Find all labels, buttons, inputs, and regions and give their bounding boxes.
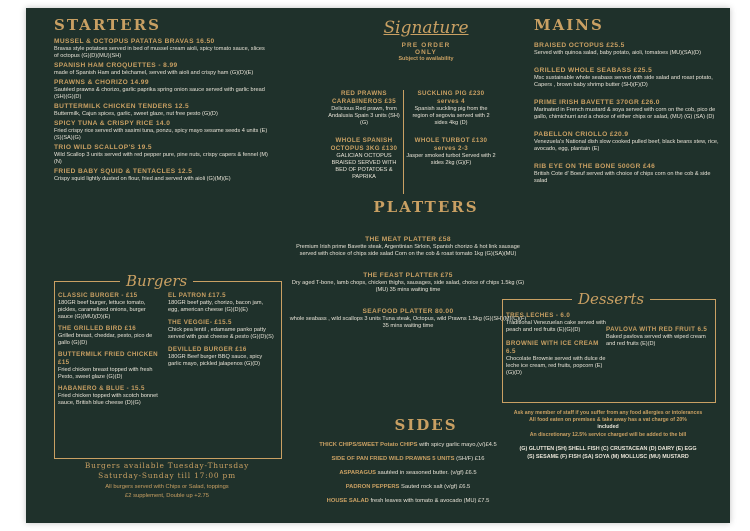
item-description: made of Spanish Ham and béchamel, served with aioli and crispy ham (G)(D)(E) [54, 70, 254, 76]
mains-section [534, 16, 722, 195]
starter-item [54, 79, 268, 101]
starter-item [54, 144, 268, 166]
item-title: PRIME IRISH BAVETTE 370GR £26.0 [534, 99, 660, 106]
starters-section [54, 16, 268, 185]
item-title: THE GRILLED BIRD £16 [58, 325, 137, 332]
platter-item [288, 272, 528, 294]
vat-note: All food eaten on premises & take away has a vat charge of 20% [529, 417, 687, 423]
item-description: Fried chicken breast topped with fresh Pesto, sweet glaze (G)(D) [58, 367, 153, 380]
desserts-right-list [606, 326, 710, 350]
item-description: Venezuela's National dish slow cooked pulled beef, black beans stew, rice, avocado, egg, plantain (E) [534, 139, 719, 152]
service-note: An discretionary 12.5% service charged will be added to the bill [529, 432, 687, 438]
item-title: BROWNIE WITH ICE CREAM 6.5 [506, 340, 599, 355]
subject-label: Subject to availability [398, 56, 454, 62]
side-name: HOUSE SALAD [326, 498, 369, 504]
item-description: Buttermilk, Cajun spices, garlic, sweet glaze, nut free pesto (G)(D) [54, 111, 218, 117]
item-description: Chocolate Brownie served with dulce de leche ice cream, red fruits, popcorn (E)(G)(D) [506, 356, 606, 376]
item-title: PAVLOVA WITH RED FRUIT 6.5 [606, 326, 708, 333]
starter-item [54, 168, 268, 183]
allergen-legend-2: (S) SESAME (F) FISH (SA) SOYA (M) MOLLUSC (MU) MUSTARD [527, 454, 689, 460]
item-title: HABANERO & BLUE - 15.5 [58, 385, 145, 392]
item-description: Fried chicken topped with scotch bonnet sauce, British blue cheese (D)(G) [58, 393, 158, 406]
burger-item [168, 319, 274, 341]
item-description: Wild Scallop 3 units served with red pepper pure, pine nuts, crispy capers & fennel (M)(N) [54, 152, 268, 165]
item-title: RED PRAWNS CARABINEROS £35 [331, 90, 397, 105]
signature-item [406, 137, 496, 167]
platters-heading: PLATTERS [373, 198, 479, 216]
side-item [288, 466, 528, 480]
item-title: MUSSEL & OCTOPUS PATATAS BRAVAS 16.50 [54, 38, 215, 45]
side-description: with spicy garlic mayo,(v/)£4.5 [417, 442, 497, 448]
starter-item [54, 103, 268, 118]
side-description: sautéed in seasoned butter. (v/gf) £6.5 [376, 470, 477, 476]
burgers-avail-weekday: Burgers available Tuesday-Thursday [84, 461, 250, 470]
item-description: Jasper smoked turbot Served with 2 sides 2kg (G)(F) [406, 153, 496, 166]
signature-section [326, 18, 526, 62]
only-label: ONLY [415, 49, 437, 56]
burgers-note-2: £2 supplement, Double up +2.75 [125, 493, 209, 499]
signature-item [326, 90, 402, 127]
signature-divider [403, 90, 404, 194]
item-title: EL PATRON £17.5 [168, 292, 226, 299]
item-description: 180GR beef burger, lettuce tomato, pickles, caramelized onions, burger sauce (G)(MU)(D)(E) [58, 300, 146, 320]
item-title: SEAFOOD PLATTER 80.00 [362, 308, 454, 315]
side-item [288, 480, 528, 494]
main-item [534, 67, 722, 89]
footer-section [508, 410, 708, 461]
side-description: (SH/F) £16 [454, 456, 485, 462]
burgers-avail-weekend: Saturday-Sunday till 17:00 pm [98, 471, 236, 480]
item-title: BRAISED OCTOPUS £25.5 [534, 42, 625, 49]
item-title: DEVILLED BURGER £16 [168, 346, 247, 353]
item-description: Crispy squid lightly dusted on flour, fried and served with aioli (G)(M)(E) [54, 176, 231, 182]
burgers-note-1: All burgers served with Chips or Salad, toppings [105, 484, 229, 490]
item-description: Dry aged T-bone, lamb chops, chicken thighs, sausages, side salad, choice of chips 1.5kg (G)(MU) 35 mins waiting time [291, 280, 525, 293]
item-description: Served with quinoa salad, baby potato, aioli, tomatoes (MU)(SA)(D) [534, 50, 701, 56]
desserts-left-list [506, 312, 606, 379]
item-title: BUTTERMILK FRIED CHICKEN £15 [58, 351, 159, 366]
item-title: PRAWNS & CHORIZO 14.99 [54, 79, 149, 86]
item-description: whole seabass , wild scallops 3 units Tuna steak, Octopus, wild Prawns 1.5kg (G)(SH)(M)(C)(F) 35 mins waiting time [289, 316, 527, 329]
item-description: Grilled breast, cheddar, pesto, pico de gallo (G)(D) [58, 333, 153, 346]
main-item [534, 42, 722, 57]
item-description: British Cote d' Boeuf served with choice of chips corn on the cob & side salad [534, 171, 711, 184]
item-title: SPANISH HAM CROQUETTES - 8.99 [54, 62, 178, 69]
starter-item [54, 62, 268, 77]
side-name: ASPARAGUS [339, 470, 377, 476]
allergen-legend-1: (G) GLUTTEN (SH) SHELL FISH (C) CRUSTACEAN (D) DAIRY (E) EGG [519, 446, 697, 452]
item-title: WHOLE SPANISH OCTOPUS 3KG £130 [330, 137, 398, 152]
item-title: FRIED BABY SQUID & TENTACLES 12.5 [54, 168, 193, 175]
item-description: Marinated in French mustard & soya served with corn on the cob, pico de gallo, chimichurri and a choice of either chips or salad, (MU) (G) (SA) (D) [534, 107, 716, 120]
starters-heading: STARTERS [54, 16, 161, 34]
item-description: Traditional Venezuelan cake served with peach and red fruits (E)(G)(D) [506, 320, 606, 333]
sides-list [288, 438, 528, 508]
item-description: 180GR beef patty, chorizo, bacon jam, egg, american cheese (G)(D)(E) [168, 300, 264, 313]
side-item [288, 438, 528, 452]
item-title: THE VEGGIE- £15.5 [168, 319, 232, 326]
mains-heading: MAINS [534, 16, 604, 34]
burgers-left-list [58, 292, 162, 411]
item-title: WHOLE TURBOT £130 serves 2-3 [414, 137, 488, 152]
item-description: Fried crispy rice served with sasimi tuna, ponzu, spicy mayo sesame seeds 4 units (E)(S)(SA)(G) [54, 128, 268, 141]
item-title: RIB EYE ON THE BONE 500GR £46 [534, 163, 656, 170]
burger-item [58, 325, 162, 347]
item-description: Premium Irish prime Bavette steak, Argentinian Sirloin, Spanish chorizo & hot link sausage served with choice of chips side salad Corn on the cob & roast tomato 1kg (G)(SA)(MU) [296, 244, 520, 257]
side-name: THICK CHIPS/SWEET Potato CHIPS [319, 442, 418, 448]
burger-item [58, 385, 162, 407]
starters-list [54, 38, 268, 183]
item-title: THE MEAT PLATTER £58 [365, 236, 451, 243]
item-description: Msc sustainable whole seabass served with side salad and roast potato, Capers , brown baby shrimp butter (SH)(F)(D) [534, 75, 713, 88]
preorder-label: PRE ORDER [401, 42, 451, 49]
side-item [288, 494, 528, 508]
sides-heading: SIDES [394, 416, 458, 434]
signature-left-list [326, 90, 402, 191]
side-name: PADRON PEPPERS [345, 484, 400, 490]
side-description: fresh leaves with tomato & avocado (MU) £7.5 [368, 498, 490, 504]
burgers-availability [54, 461, 280, 501]
signature-item [326, 137, 402, 181]
mains-list [534, 42, 722, 185]
item-description: Baked pavlova served with wiped cream and red fruits (E)(D) [606, 334, 706, 347]
item-description: Bravas style potatoes served in bed of mussel cream aioli, spicy tomato sauce, slices of octopus (G)(D)(MU)(SH) [54, 46, 265, 59]
dessert-item [506, 340, 606, 377]
item-description: Spanish suckling pig from the region of segovia served with 2 sides 4kg (D) [412, 106, 490, 126]
main-item [534, 163, 722, 185]
burger-item [58, 292, 162, 321]
allergy-note: Ask any member of staff if you suffer from any food allergies or intolerances [513, 410, 703, 416]
vat-included: included [597, 424, 619, 430]
burger-item [58, 351, 162, 381]
main-item [534, 99, 722, 121]
signature-heading: Signature [383, 18, 469, 38]
item-description: Sautéed prawns & chorizo, garlic paprika spring onion sauce served with garlic bread (SH)(G)(D) [54, 87, 265, 100]
platter-item [288, 308, 528, 330]
item-title: CLASSIC BURGER - £15 [58, 292, 138, 299]
side-item [288, 452, 528, 466]
item-title: TRES LECHES - 6.0 [506, 312, 571, 319]
burgers-right-list [168, 292, 274, 373]
signature-item [406, 90, 496, 127]
item-description: GALICIAN OCTOPUS BRAISED SERVED WITH BED OF POTATOES & PAPRIKA [331, 153, 397, 180]
item-title: SUCKLING PIG £230 serves 4 [417, 90, 485, 105]
menu-board [26, 8, 730, 523]
platter-item [288, 236, 528, 258]
item-title: TRIO WILD SCALLOP'S 19.5 [54, 144, 152, 151]
dessert-item [506, 312, 606, 334]
item-title: BUTTERMILK CHICKEN TENDERS 12.5 [54, 103, 190, 110]
item-title: SPICY TUNA & CRISPY RICE 14.0 [54, 120, 171, 127]
main-item [534, 131, 722, 153]
burger-item [168, 346, 274, 368]
burger-item [168, 292, 274, 314]
burgers-heading: Burgers [120, 272, 193, 290]
side-description: Sauted rock salt (v/gf) £6.5 [399, 484, 471, 490]
sides-section [326, 416, 526, 434]
desserts-heading: Desserts [572, 290, 650, 308]
item-title: PABELLON CRIOLLO £20.9 [534, 131, 629, 138]
starter-item [54, 120, 268, 142]
signature-right-list [406, 90, 496, 177]
platters-list [288, 236, 528, 344]
item-description: Chick pea lentil , edamame panko patty served with goat cheese & pesto (G)(D)(S) [168, 327, 274, 340]
starter-item [54, 38, 268, 60]
item-description: Delicious Red prawn, from Andalusia Spain 3 units (SH)(G) [328, 106, 400, 126]
side-name: SIDE OF PAN FRIED WILD PRAWNS 5 UNITS [331, 456, 455, 462]
platters-section [326, 198, 526, 216]
dessert-item [606, 326, 710, 348]
item-description: 180GR Beef burger BBQ sauce, spicy garlic mayo, pickled jalapenos (G)(D) [168, 354, 263, 367]
item-title: GRILLED WHOLE SEABASS £25.5 [534, 67, 653, 74]
item-title: THE FEAST PLATTER £75 [363, 272, 453, 279]
